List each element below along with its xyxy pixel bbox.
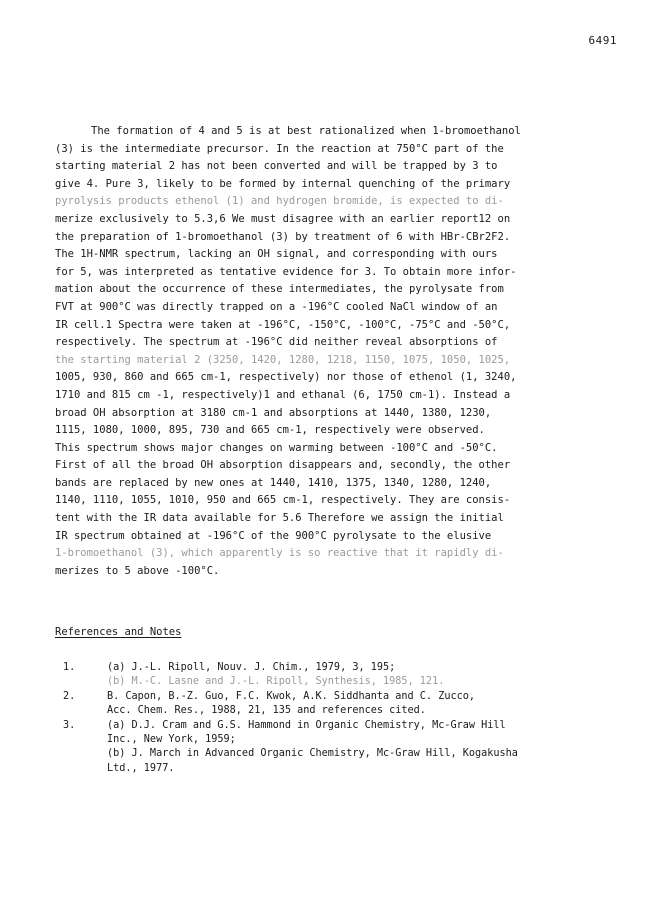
paragraph-line: starting material 2 has not been converted and will be trapped by 3 to — [55, 160, 498, 173]
reference-line: (a) D.J. Cram and G.S. Hammond in Organic Chemistry, Mc-Graw Hill — [107, 719, 506, 731]
references-list — [55, 661, 615, 776]
reference-item — [55, 690, 615, 719]
paragraph-line: First of all the broad OH absorption disappears and, secondly, the other — [55, 459, 511, 472]
paragraph-line: The 1H-NMR spectrum, lacking an OH signal, and corresponding with ours — [55, 248, 498, 261]
reference-line: (a) J.-L. Ripoll, Nouv. J. Chim., 1979, 3, 195; — [107, 662, 396, 673]
paragraph-line: respectively. The spectrum at -196°C did neither reveal absorptions of — [55, 336, 498, 349]
reference-number: 1. — [63, 662, 76, 673]
reference-line: Ltd., 1977. — [107, 762, 175, 774]
paragraph-line: pyrolysis products ethenol (1) and hydrogen bromide, is expected to di- — [55, 195, 504, 208]
paragraph-line: the preparation of 1-bromoethanol (3) by treatment of 6 with HBr-CBr2F2. — [55, 230, 511, 243]
paragraph-line: IR cell.1 Spectra were taken at -196°C, -150°C, -100°C, -75°C and -50°C, — [55, 318, 511, 331]
main-paragraph — [55, 123, 615, 580]
paragraph-line: merize exclusively to 5.3,6 We must disagree with an earlier report12 on — [55, 212, 511, 225]
paragraph-line: the starting material 2 (3250, 1420, 1280, 1218, 1150, 1075, 1050, 1025, — [55, 353, 511, 366]
paragraph-line: (3) is the intermediate precursor. In the reaction at 750°C part of the — [55, 142, 504, 155]
paragraph-line: 1115, 1080, 1000, 895, 730 and 665 cm-1, respectively were observed. — [55, 424, 485, 437]
paragraph-line: tent with the IR data available for 5.6 Therefore we assign the initial — [55, 512, 504, 525]
reference-line: (b) J. March in Advanced Organic Chemistry, Mc-Graw Hill, Kogakusha — [107, 748, 518, 760]
paragraph-line: IR spectrum obtained at -196°C of the 900°C pyrolysate to the elusive — [55, 529, 492, 542]
reference-number: 2. — [63, 690, 76, 702]
paragraph-line: 1005, 930, 860 and 665 cm-1, respectively) nor those of ethenol (1, 3240, — [55, 371, 517, 384]
paragraph-line: mation about the occurrence of these intermediates, the pyrolysate from — [55, 283, 504, 296]
references-heading: References and Notes — [55, 626, 182, 638]
reference-number: 3. — [63, 719, 76, 731]
reference-line: Inc., New York, 1959; — [107, 734, 236, 746]
reference-line: Acc. Chem. Res., 1988, 21, 135 and references cited. — [107, 705, 426, 717]
paragraph-line: for 5, was interpreted as tentative evidence for 3. To obtain more infor- — [55, 265, 517, 278]
paragraph-line: merizes to 5 above -100°C. — [55, 564, 220, 577]
reference-line: (b) M.-C. Lasne and J.-L. Ripoll, Synthesis, 1985, 121. — [107, 676, 445, 688]
paragraph-line: FVT at 900°C was directly trapped on a -196°C cooled NaCl window of an — [55, 300, 498, 313]
reference-item — [55, 719, 615, 777]
paragraph-line: The formation of 4 and 5 is at best rationalized when 1-bromoethanol — [91, 125, 521, 137]
paragraph-line: This spectrum shows major changes on warming between -100°C and -50°C. — [55, 441, 498, 454]
paragraph-line: give 4. Pure 3, likely to be formed by internal quenching of the primary — [55, 177, 511, 190]
paragraph-line: 1-bromoethanol (3), which apparently is so reactive that it rapidly di- — [55, 547, 504, 560]
paragraph-line: 1710 and 815 cm -1, respectively)1 and ethanal (6, 1750 cm-1). Instead a — [55, 388, 511, 401]
paragraph-line: 1140, 1110, 1055, 1010, 950 and 665 cm-1, respectively. They are consis- — [55, 494, 511, 507]
paragraph-line: broad OH absorption at 3180 cm-1 and absorptions at 1440, 1380, 1230, — [55, 406, 492, 419]
reference-line: B. Capon, B.-Z. Guo, F.C. Kwok, A.K. Siddhanta and C. Zucco, — [107, 690, 476, 702]
page-number: 6491 — [588, 34, 617, 47]
paragraph-line: bands are replaced by new ones at 1440, 1410, 1375, 1340, 1280, 1240, — [55, 476, 492, 489]
reference-item — [55, 661, 615, 690]
